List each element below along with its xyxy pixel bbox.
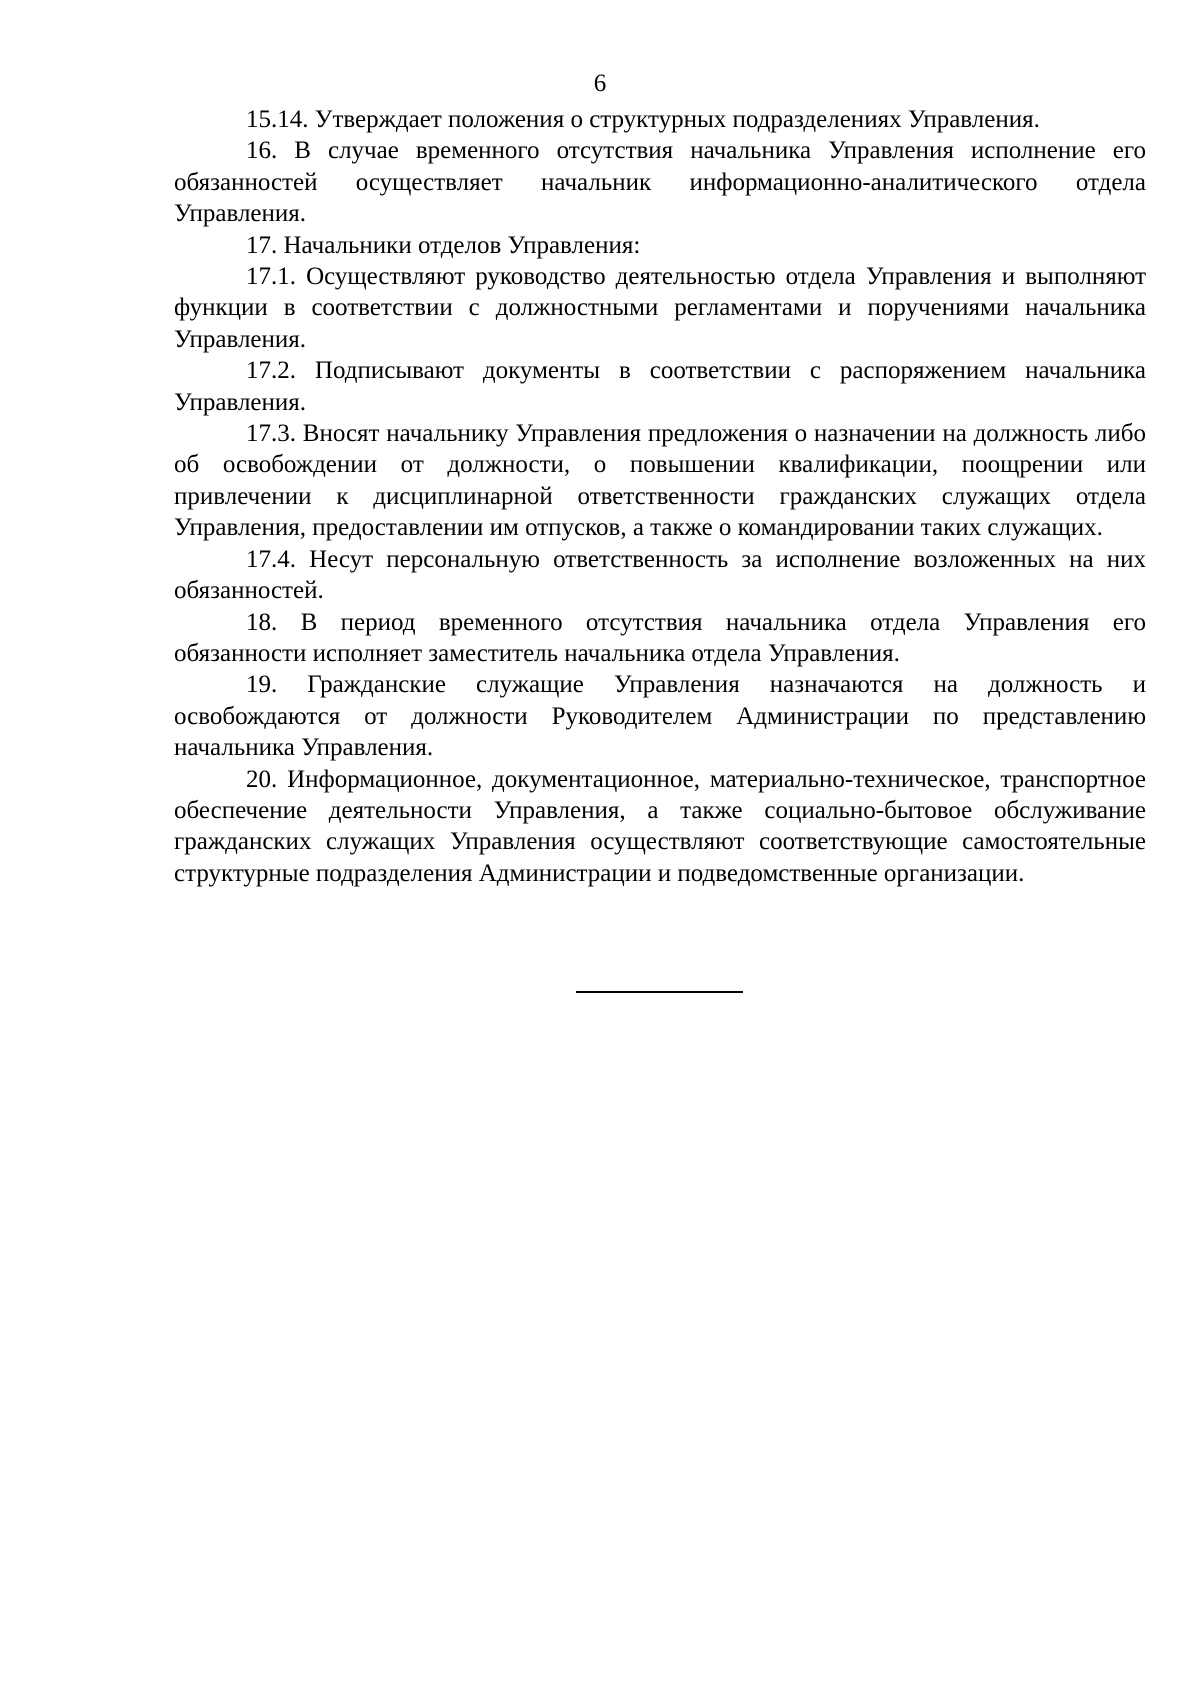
paragraph-17-1: 17.1. Осуществляют руководство деятельностью отдела Управления и выполняют функции в соответствии с должностными регламентами и поручениями начальника Управления. (174, 263, 1146, 353)
paragraph-15-14: 15.14. Утверждает положения о структурных подразделениях Управления. (246, 106, 1040, 133)
paragraph-17-2: 17.2. Подписывают документы в соответствии с распоряжением начальника Управления. (174, 357, 1146, 416)
paragraph-17-4: 17.4. Несут персональную ответственность за исполнение возложенных на них обязанностей. (174, 545, 1146, 605)
paragraph-17: 17. Начальники отделов Управления: (246, 231, 641, 259)
end-divider-line (576, 991, 743, 993)
page-number: 6 (593, 70, 607, 97)
paragraph-17-3: 17.3. Вносят начальнику Управления предложения о назначении на должность либо об освобождении от должности, о повышении квалификации, поощрении или привлечении к дисциплинарной ответственности гражданских служащих отдела Управления, предоставлении им отпусков, а также о командировании таких служащих. (174, 420, 1146, 542)
paragraph-16: 16. В случае временного отсутствия начальника Управления исполнение его обязанностей осуществляет начальник информационно-аналитического отдела Управления. (174, 137, 1146, 228)
document-body (174, 104, 1146, 889)
paragraph-18: 18. В период временного отсутствия начальника отдела Управления его обязанности исполняет заместитель начальника отдела Управления. (174, 608, 1146, 667)
paragraph-20: 20. Информационное, документационное, материально-техническое, транспортное обеспечение деятельности Управления, а также социально-бытовое обслуживание гражданских служащих Управления осуществляют соответствующие самостоятельные структурные подразделения Администрации и подведомственные организации. (174, 765, 1146, 887)
paragraph-19: 19. Гражданские служащие Управления назначаются на должность и освобождаются от должности Руководителем Администрации по представлению начальника Управления. (174, 671, 1146, 762)
